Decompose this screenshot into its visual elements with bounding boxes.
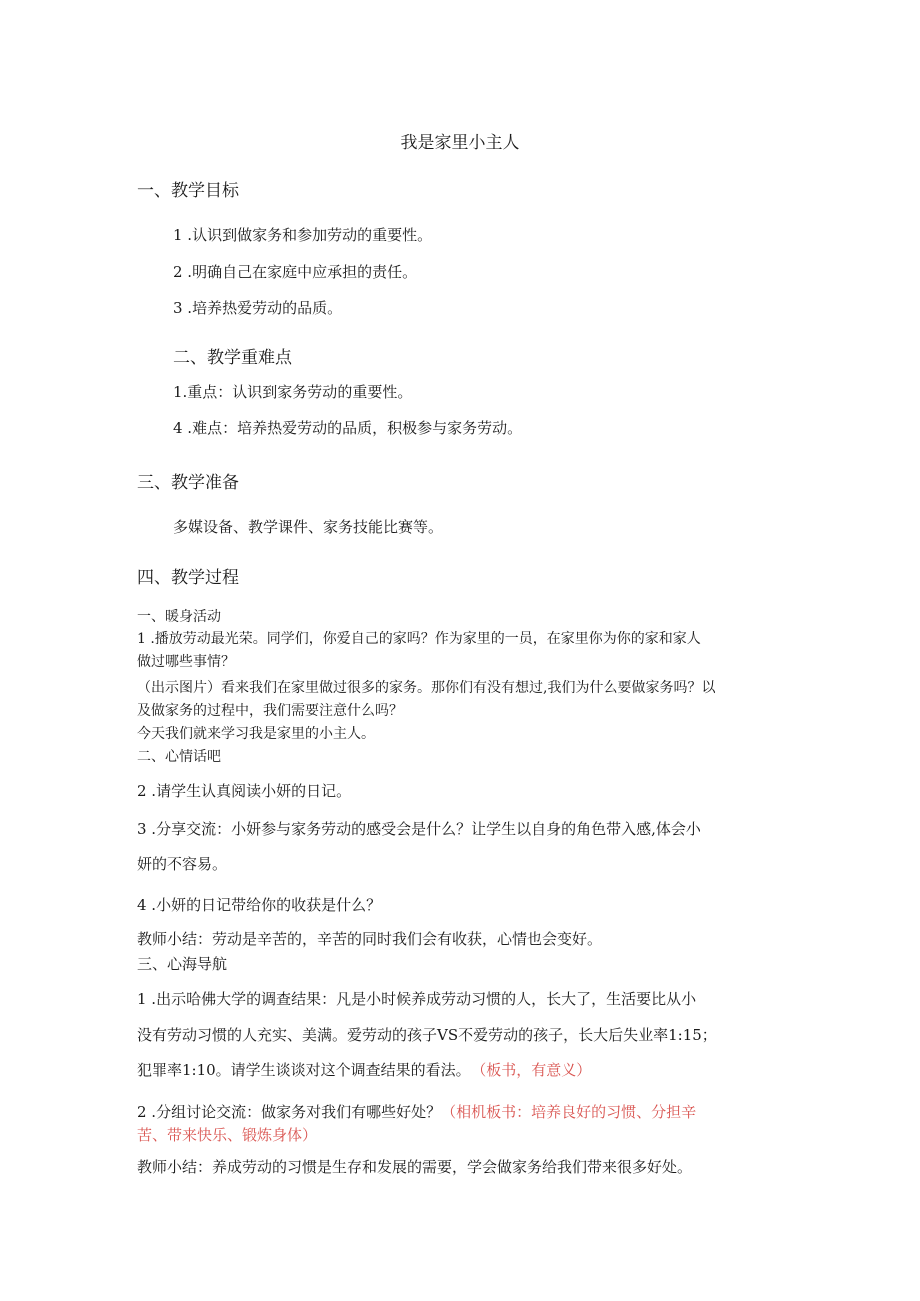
warmup-line: 今天我们就来学习我是家里的小主人。 [137, 726, 375, 742]
key-point-item: 4 .难点：培养热爱劳动的品质，积极参与家务劳动。 [173, 419, 523, 437]
subsection-heading-talk: 二、心情话吧 [137, 749, 221, 765]
subsection-heading-warmup: 一、暖身活动 [137, 609, 221, 625]
section-heading-preparation: 三、教学准备 [137, 473, 239, 493]
navigation-line [137, 1059, 591, 1080]
blackboard-note: （板书，有意义） [478, 1061, 592, 1079]
navigation-line: 没有劳动习惯的人充实、美满。爱劳动的孩子VS不爱劳动的孩子，长大后失业率1:15； [137, 1026, 717, 1044]
teacher-summary: 教师小结：养成劳动的习惯是生存和发展的需要，学会做家务给我们带来很多好处。 [137, 1158, 693, 1176]
navigation-item [137, 1101, 696, 1122]
talk-item: 2 .请学生认真阅读小妍的日记。 [137, 782, 352, 800]
warmup-line: 做过哪些事情？ [137, 654, 235, 670]
objective-item: 3 .培养热爱劳动的品质。 [173, 299, 343, 317]
talk-item: 3 .分享交流：小妍参与家务劳动的感受会是什么？让学生以自身的角色带入感,体会小 [137, 820, 701, 838]
key-point-item: 1.重点：认识到家务劳动的重要性。 [173, 383, 413, 401]
section-heading-objectives: 一、教学目标 [137, 181, 239, 201]
section-heading-key-points: 二、教学重难点 [173, 348, 292, 368]
document-title: 我是家里小主人 [400, 133, 520, 153]
navigation-line-text: 犯罪率1:10。请学生谈谈对这个调查结果的看法。 [137, 1061, 471, 1079]
preparation-text: 多媒设备、教学课件、家务技能比赛等。 [173, 518, 444, 536]
warmup-line: 1 .播放劳动最光荣。同学们，你爱自己的家吗？作为家里的一员，在家里你为你的家和家人 [137, 631, 701, 647]
warmup-line: （出示图片）看来我们在家里做过很多的家务。那你们有没有想过,我们为什么要做家务吗？以 [137, 680, 716, 696]
navigation-line: 1 .出示哈佛大学的调查结果：凡是小时候养成劳动习惯的人，长大了，生活要比从小 [137, 990, 697, 1008]
talk-item: 妍的不容易。 [137, 855, 228, 873]
navigation-item-text: 2 .分组讨论交流：做家务对我们有哪些好处？ [137, 1103, 442, 1121]
blackboard-note-continued: 苦、带来快乐、锻炼身体） [137, 1126, 318, 1144]
subsection-heading-navigation: 三、心海导航 [137, 955, 228, 973]
teacher-summary: 教师小结：劳动是辛苦的，辛苦的同时我们会有收获，心情也会变好。 [137, 930, 603, 948]
objective-item: 1 .认识到做家务和参加劳动的重要性。 [173, 226, 433, 244]
talk-item: 4 .小妍的日记带给你的收获是什么？ [137, 896, 382, 914]
section-heading-process: 四、教学过程 [137, 568, 239, 588]
blackboard-note: （相机板书：培养良好的习惯、分担辛 [441, 1103, 697, 1121]
warmup-line: 及做家务的过程中，我们需要注意什么吗？ [137, 703, 403, 719]
objective-item: 2 .明确自己在家庭中应承担的责任。 [173, 263, 418, 281]
